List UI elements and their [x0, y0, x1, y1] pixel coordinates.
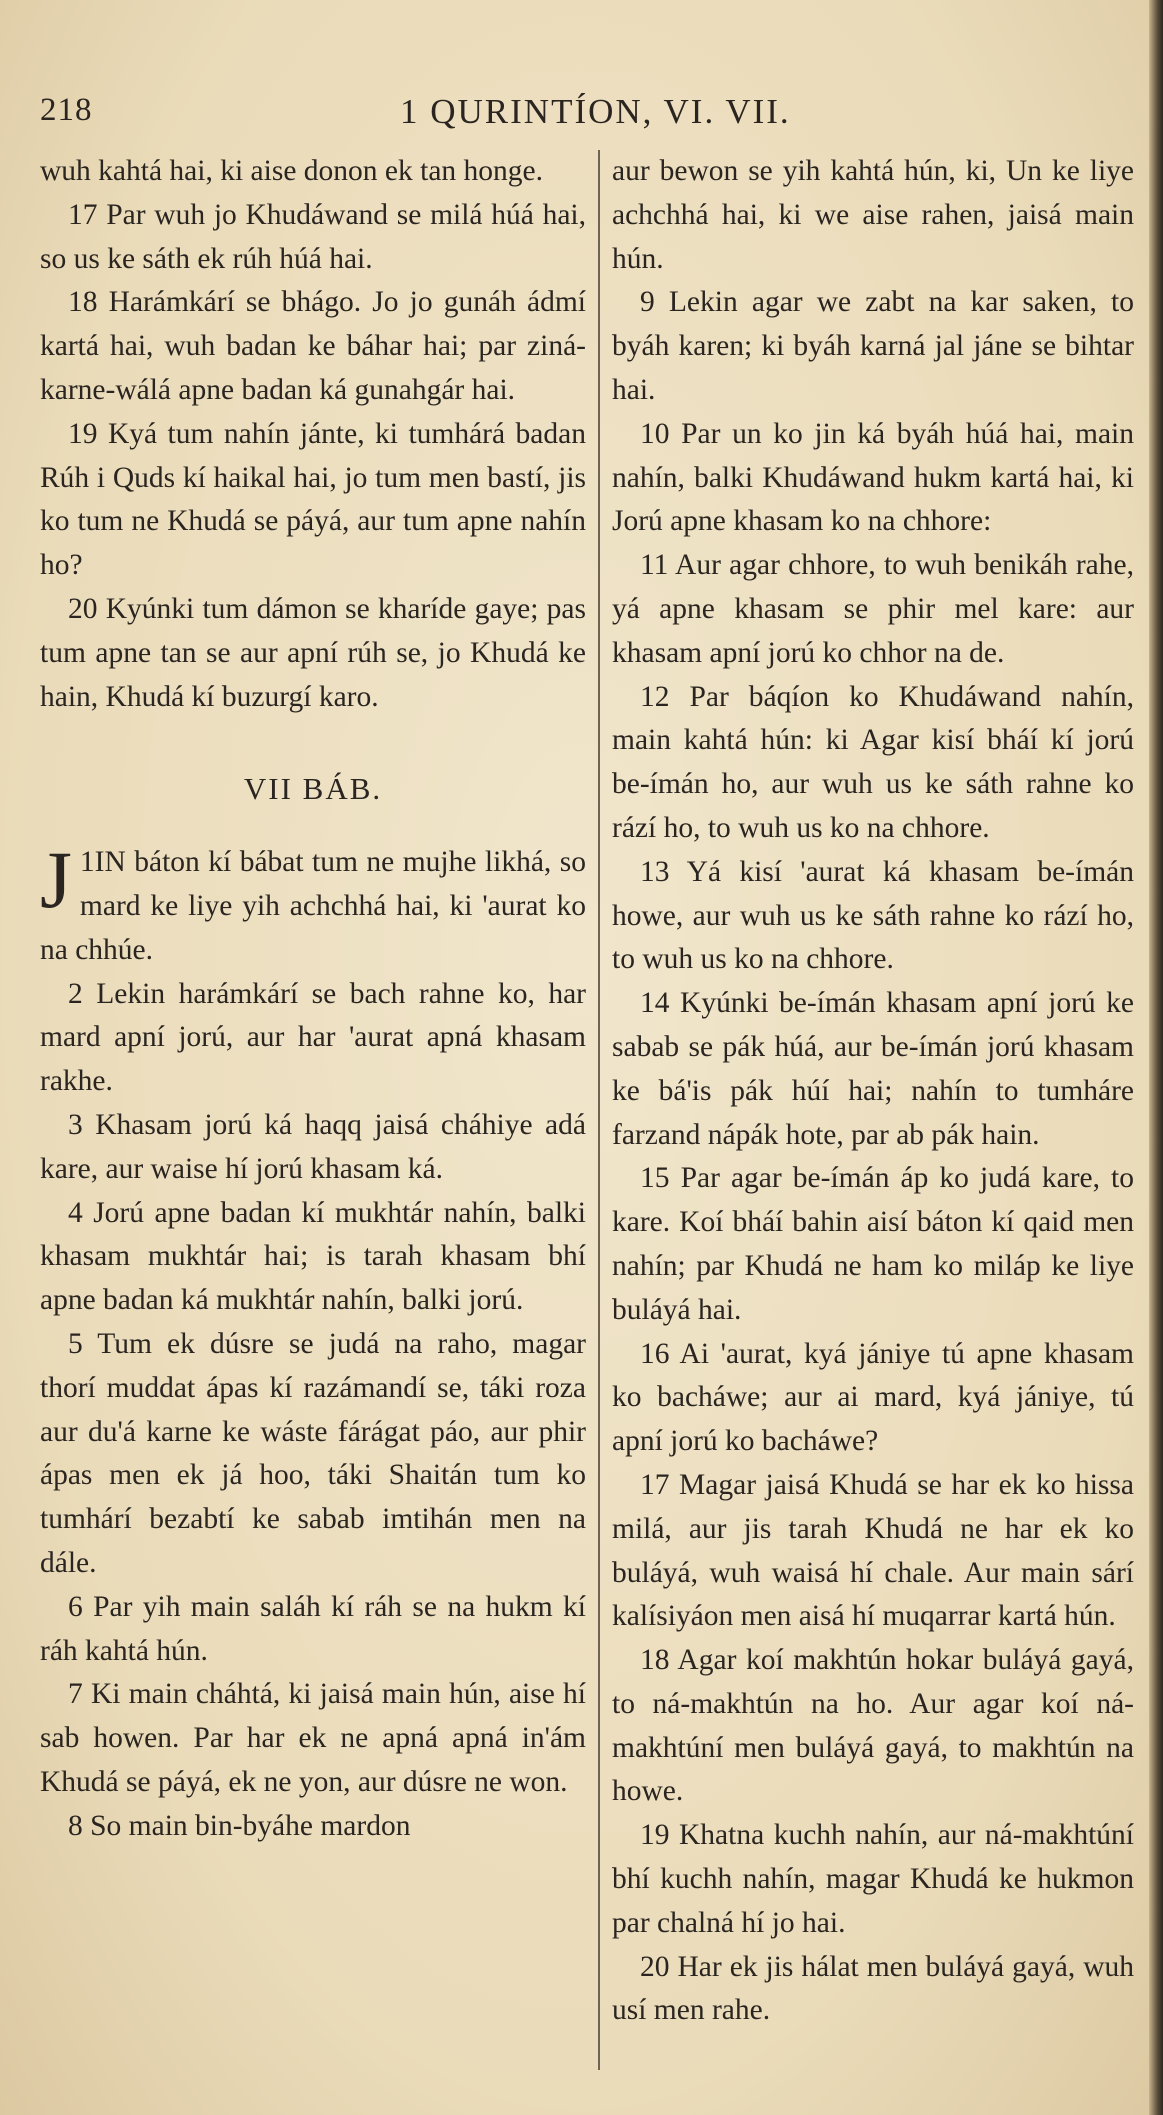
running-head: 1 QURINTÍON, VI. VII.	[400, 92, 791, 131]
verse: 11 Aur agar chhore, to wuh benikáh rahe, yá apne khasam se phir mel kare: aur khasam apní jorú ko chhor na de.	[612, 549, 1134, 669]
verse: 15 Par agar be-ímán áp ko judá kare, to kare. Koí bháí bahin aisí báton kí qaid men nahín; par Khudá ne ham ko miláp ke liye buláyá hai.	[612, 1162, 1134, 1326]
page-edge-shadow	[1149, 0, 1163, 2115]
verse: 17 Par wuh jo Khudáwand se milá húá hai, so us ke sáth ek rúh húá hai.	[40, 198, 586, 275]
left-column	[40, 150, 586, 1848]
verse: 19 Kyá tum nahín jánte, ki tumhárá badan Rúh i Quds kí haikal hai, jo tum men bastí, jis ko tum ne Khudá se páyá, aur tum apne nahín ho?	[40, 417, 586, 582]
page-header	[40, 92, 1125, 142]
first-verse	[40, 834, 586, 972]
verse: 14 Kyúnki be-ímán khasam apní jorú ke sabab se pák húá, aur be-ímán jorú khasam ke bá'is pák húí hai; nahín to tumháre farzand nápák hote, par ab pák hain.	[612, 987, 1134, 1151]
verse: 20 Kyúnki tum dámon se kharíde gaye; pas tum apne tan se aur apní rúh se, jo Khudá ke hain, Khudá kí buzurgí karo.	[40, 592, 586, 713]
verse: 13 Yá kisí 'aurat ká khasam be-ímán howe, aur wuh us ke sáth rahne ko rází ho, to wuh us ko na chhore.	[612, 855, 1134, 976]
verse: 3 Khasam jorú ká haqq jaisá cháhiye adá kare, aur waise hí jorú khasam ká.	[40, 1108, 586, 1185]
verse: 19 Khatna kuchh nahín, aur ná-makhtúní bhí kuchh nahín, magar Khudá ke hukmon par chalná hí jo hai.	[612, 1819, 1134, 1939]
first-verse-text: IN báton kí bábat tum ne mujhe likhá, so mard ke liye yih achchhá hai, ki 'aurat ko na chhúe.	[40, 846, 586, 966]
verse: 17 Magar jaisá Khudá se har ek ko hissa milá, aur jis tarah Khudá ne har ek ko buláyá, wuh waisá hí chale. Aur main sárí kalísiyáon men aisá hí muqarrar kartá hún.	[612, 1468, 1134, 1633]
verse: 6 Par yih main saláh kí ráh se na hukm kí ráh kahtá hún.	[40, 1590, 586, 1667]
verse: 12 Par báqíon ko Khudáwand nahín, main kahtá hún: ki Agar kisí bháí kí jorú be-ímán ho, aur wuh us ke sáth rahne ko rází ho, to wuh us ko na chhore.	[612, 680, 1134, 844]
verse: wuh kahtá hai, ki aise donon ek tan honge.	[40, 155, 544, 187]
verse: 10 Par un ko jin ká byáh húá hai, main nahín, balki Khudáwand hukm kartá hai, ki Jorú apne khasam ko na chhore:	[612, 417, 1134, 538]
verse: aur bewon se yih kahtá hún, ki, Un ke liye achchhá hai, ki we aise rahen, jaisá main hún.	[612, 155, 1134, 275]
right-column	[612, 150, 1134, 2033]
verse: 7 Ki main cháhtá, ki jaisá main hún, aise hí sab howen. Par har ek ne apná apná in'ám Khudá se páyá, ek ne yon, aur dúsre ne won.	[40, 1678, 586, 1798]
verse: 20 Har ek jis hálat men buláyá gayá, wuh usí men rahe.	[612, 1950, 1134, 2027]
drop-cap: J	[40, 834, 72, 926]
verse: 18 Agar koí makhtún hokar buláyá gayá, to ná-makhtún na ho. Aur agar koí ná-makhtúní men buláyá gayá, to makhtún na howe.	[612, 1644, 1134, 1808]
verse: 9 Lekin agar we zabt na kar saken, to byáh karen; ki byáh karná jal jáne se bihtar hai.	[612, 286, 1134, 406]
column-divider	[598, 150, 600, 2070]
verse: 8 So main bin-byáhe mardon	[68, 1809, 411, 1842]
verse: 2 Lekin harámkárí se bach rahne ko, har mard apní jorú, aur har 'aurat apná khasam rakhe.	[40, 977, 586, 1098]
verse: 16 Ai 'aurat, kyá jániye tú apne khasam ko bacháwe; aur ai mard, kyá jániye, tú apní jorú ko bacháwe?	[612, 1337, 1134, 1458]
page-number: 218	[40, 92, 93, 128]
verse-number: 1	[79, 846, 95, 879]
verse: 18 Harámkárí se bhágo. Jo jo gunáh ádmí kartá hai, wuh badan ke báhar hai; par ziná-karne-wálá apne badan ká gunahgár hai.	[40, 286, 586, 406]
verse: 4 Jorú apne badan kí mukhtár nahín, balki khasam mukhtár hai; is tarah khasam bhí apne badan ká mukhtár nahín, balki jorú.	[40, 1196, 586, 1317]
verse: 5 Tum ek dúsre se judá na raho, magar thorí muddat ápas kí razámandí se, táki roza aur du'á karne ke wáste fárágat páo, aur phir ápas men ek já hoo, táki Shaitán tum ko tumhárí bezabtí ke sabab imtihán men na dále.	[40, 1327, 586, 1579]
chapter-title: VII BÁB.	[243, 771, 383, 807]
